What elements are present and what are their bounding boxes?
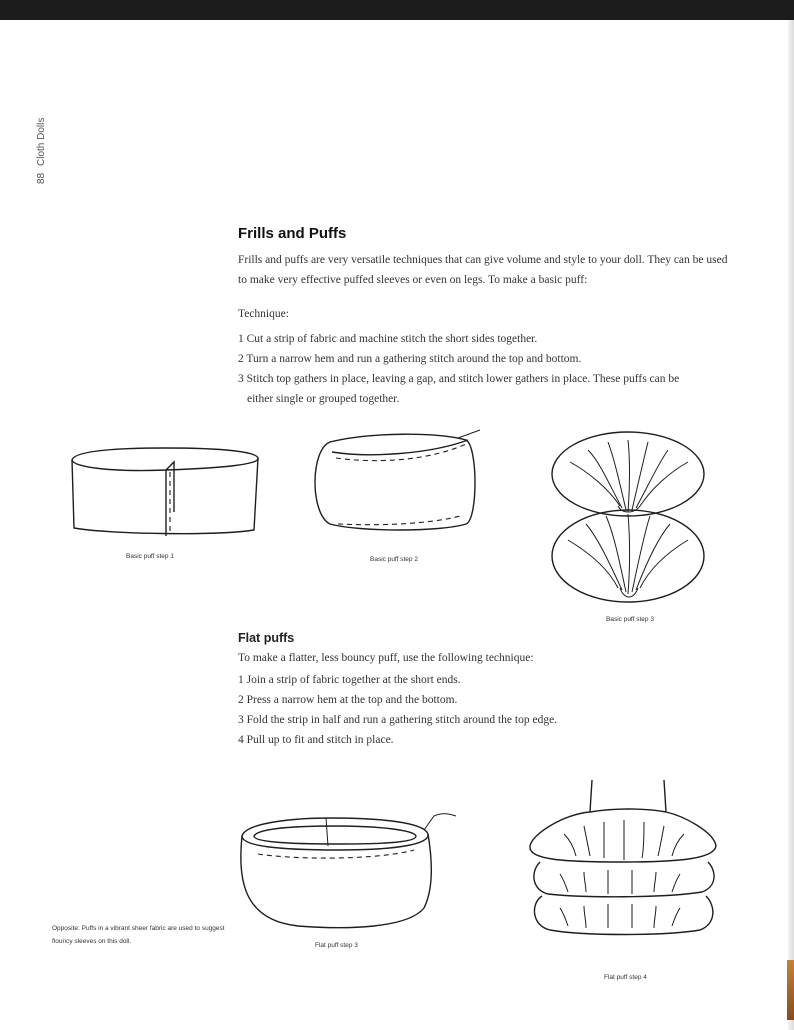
flat-puffs-step: 4 Pull up to fit and stitch in place. <box>238 734 394 746</box>
technique-steps <box>238 329 738 409</box>
figure-caption: Flat puff step 3 <box>315 942 358 949</box>
figure-caption: Basic puff step 1 <box>126 553 174 560</box>
flat-puffs-step: 2 Press a narrow hem at the top and the bottom. <box>238 694 458 706</box>
technique-step-text: 3 Stitch top gathers in place, leaving a gap, and stitch lower gathers in place. These puffs can be <box>238 373 680 385</box>
technique-label: Technique: <box>238 308 289 320</box>
flat-puff-step3-illustration <box>238 808 468 938</box>
page-top-border <box>0 0 794 20</box>
flat-puff-step4-illustration <box>524 778 724 948</box>
flat-puffs-step: 1 Join a strip of fabric together at the short ends. <box>238 674 461 686</box>
technique-step: 2 Turn a narrow hem and run a gathering stitch around the top and bottom. <box>238 353 582 365</box>
running-head <box>36 108 52 184</box>
technique-step-continuation: either single or grouped together. <box>247 393 400 405</box>
basic-puff-step2-illustration <box>310 428 490 538</box>
figure-caption: Basic puff step 2 <box>370 556 418 563</box>
technique-step: 1 Cut a strip of fabric and machine stitch the short sides together. <box>238 333 538 345</box>
figure-caption: Flat puff step 4 <box>604 974 647 981</box>
basic-puff-step1-illustration <box>66 442 266 542</box>
side-caption: Opposite: Puffs in a vibrant sheer fabric are used to suggest flouncy sleeves on this doll. <box>52 925 225 945</box>
page-number: 88 <box>36 172 47 184</box>
basic-puff-step3-illustration <box>548 428 708 608</box>
flat-puffs-title: Flat puffs <box>238 631 295 645</box>
section-intro: Frills and puffs are very versatile techniques that can give volume and style to your doll. They can be used to make very effective puffed sleeves or even on legs. To make a basic puff: <box>238 254 728 286</box>
section-title: Frills and Puffs <box>238 225 347 242</box>
book-title: Cloth Dolls <box>36 117 47 167</box>
flat-puffs-step: 3 Fold the strip in half and run a gathering stitch around the top edge. <box>238 714 558 726</box>
flat-puffs-intro: To make a flatter, less bouncy puff, use the following technique: <box>238 652 534 664</box>
page-edge-accent <box>787 960 794 1020</box>
page-right-edge <box>788 20 794 1030</box>
technique-step <box>238 369 738 409</box>
figure-caption: Basic puff step 3 <box>606 616 654 623</box>
flat-puffs-steps <box>238 670 557 750</box>
